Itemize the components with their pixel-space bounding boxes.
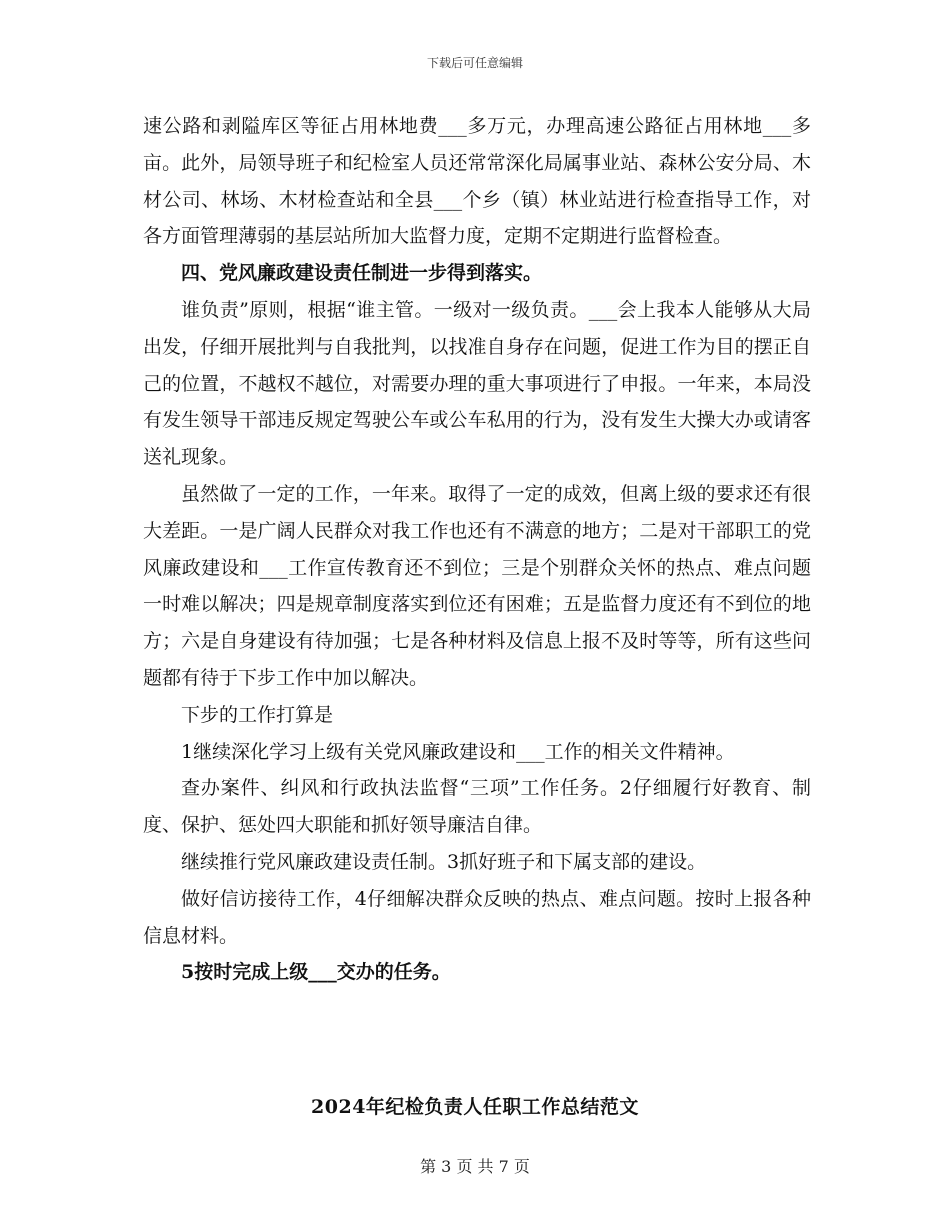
paragraph-shortcomings: 虽然做了一定的工作，一年来。取得了一定的成效，但离上级的要求还有很大差距。一是广阔人民群众对我工作也还有不满意的地方；二是对干部职工的党风廉政建设和___工作宣传教育还不到位；三是个别群众关怀的热点、难点问题一时难以解决；四是规章制度落实到位还有困难；五是监督力度还有不到位的地方；六是自身建设有待加强；七是各种材料及信息上报不及时等等，所有这些问题都有待于下步工作中加以解决。 xyxy=(143,482,811,689)
paragraph-plan-item-5: 5按时完成上级___交办的任务。 xyxy=(181,961,451,984)
document-body xyxy=(143,108,811,991)
paragraph-plan-item-4: 做好信访接待工作，4仔细解决群众反映的热点、难点问题。按时上报各种信息材料。 xyxy=(143,887,811,947)
paragraph-plan-item-2: 查办案件、纠风和行政执法监督“三项”工作任务。2仔细履行好教育、制度、保护、惩处四大职能和抓好领导廉洁自律。 xyxy=(143,777,811,837)
paragraph-plan-item-3: 继续推行党风廉政建设责任制。3抓好班子和下属支部的建设。 xyxy=(181,850,707,873)
section-heading: 四、党风廉政建设责任制进一步得到落实。 xyxy=(181,262,543,285)
paragraph-plan-item-1: 1继续深化学习上级有关党风廉政建设和___工作的相关文件精神。 xyxy=(181,740,735,763)
page-number: 第 3 页 共 7 页 xyxy=(420,1157,530,1176)
paragraph-plan-intro: 下步的工作打算是 xyxy=(181,703,334,726)
document-title: 2024年纪检负责人任职工作总结范文 xyxy=(311,1096,639,1118)
paragraph-responsibility: 谁负责”原则，根据“谁主管。一级对一级负责。___会上我本人能够从大局出发，仔细开展批判与自我批判，以找准自身存在问题，促进工作为目的摆正自己的位置，不越权不越位，对需要办理的重大事项进行了申报。一年来，本局没有发生领导干部违反规定驾驶公车或公车私用的行为，没有发生大操大办或请客送礼现象。 xyxy=(143,298,811,469)
page-header: 下载后可任意编辑 xyxy=(426,56,523,70)
paragraph-continuation: 速公路和剥隘库区等征占用林地费___多万元，办理高速公路征占用林地___多亩。此外，局领导班子和纪检室人员还常常深化局属事业站、森林公安分局、木材公司、林场、木材检查站和全县___个乡（镇）林业站进行检查指导工作，对各方面管理薄弱的基层站所加大监督力度，定期不定期进行监督检查。 xyxy=(143,115,811,248)
